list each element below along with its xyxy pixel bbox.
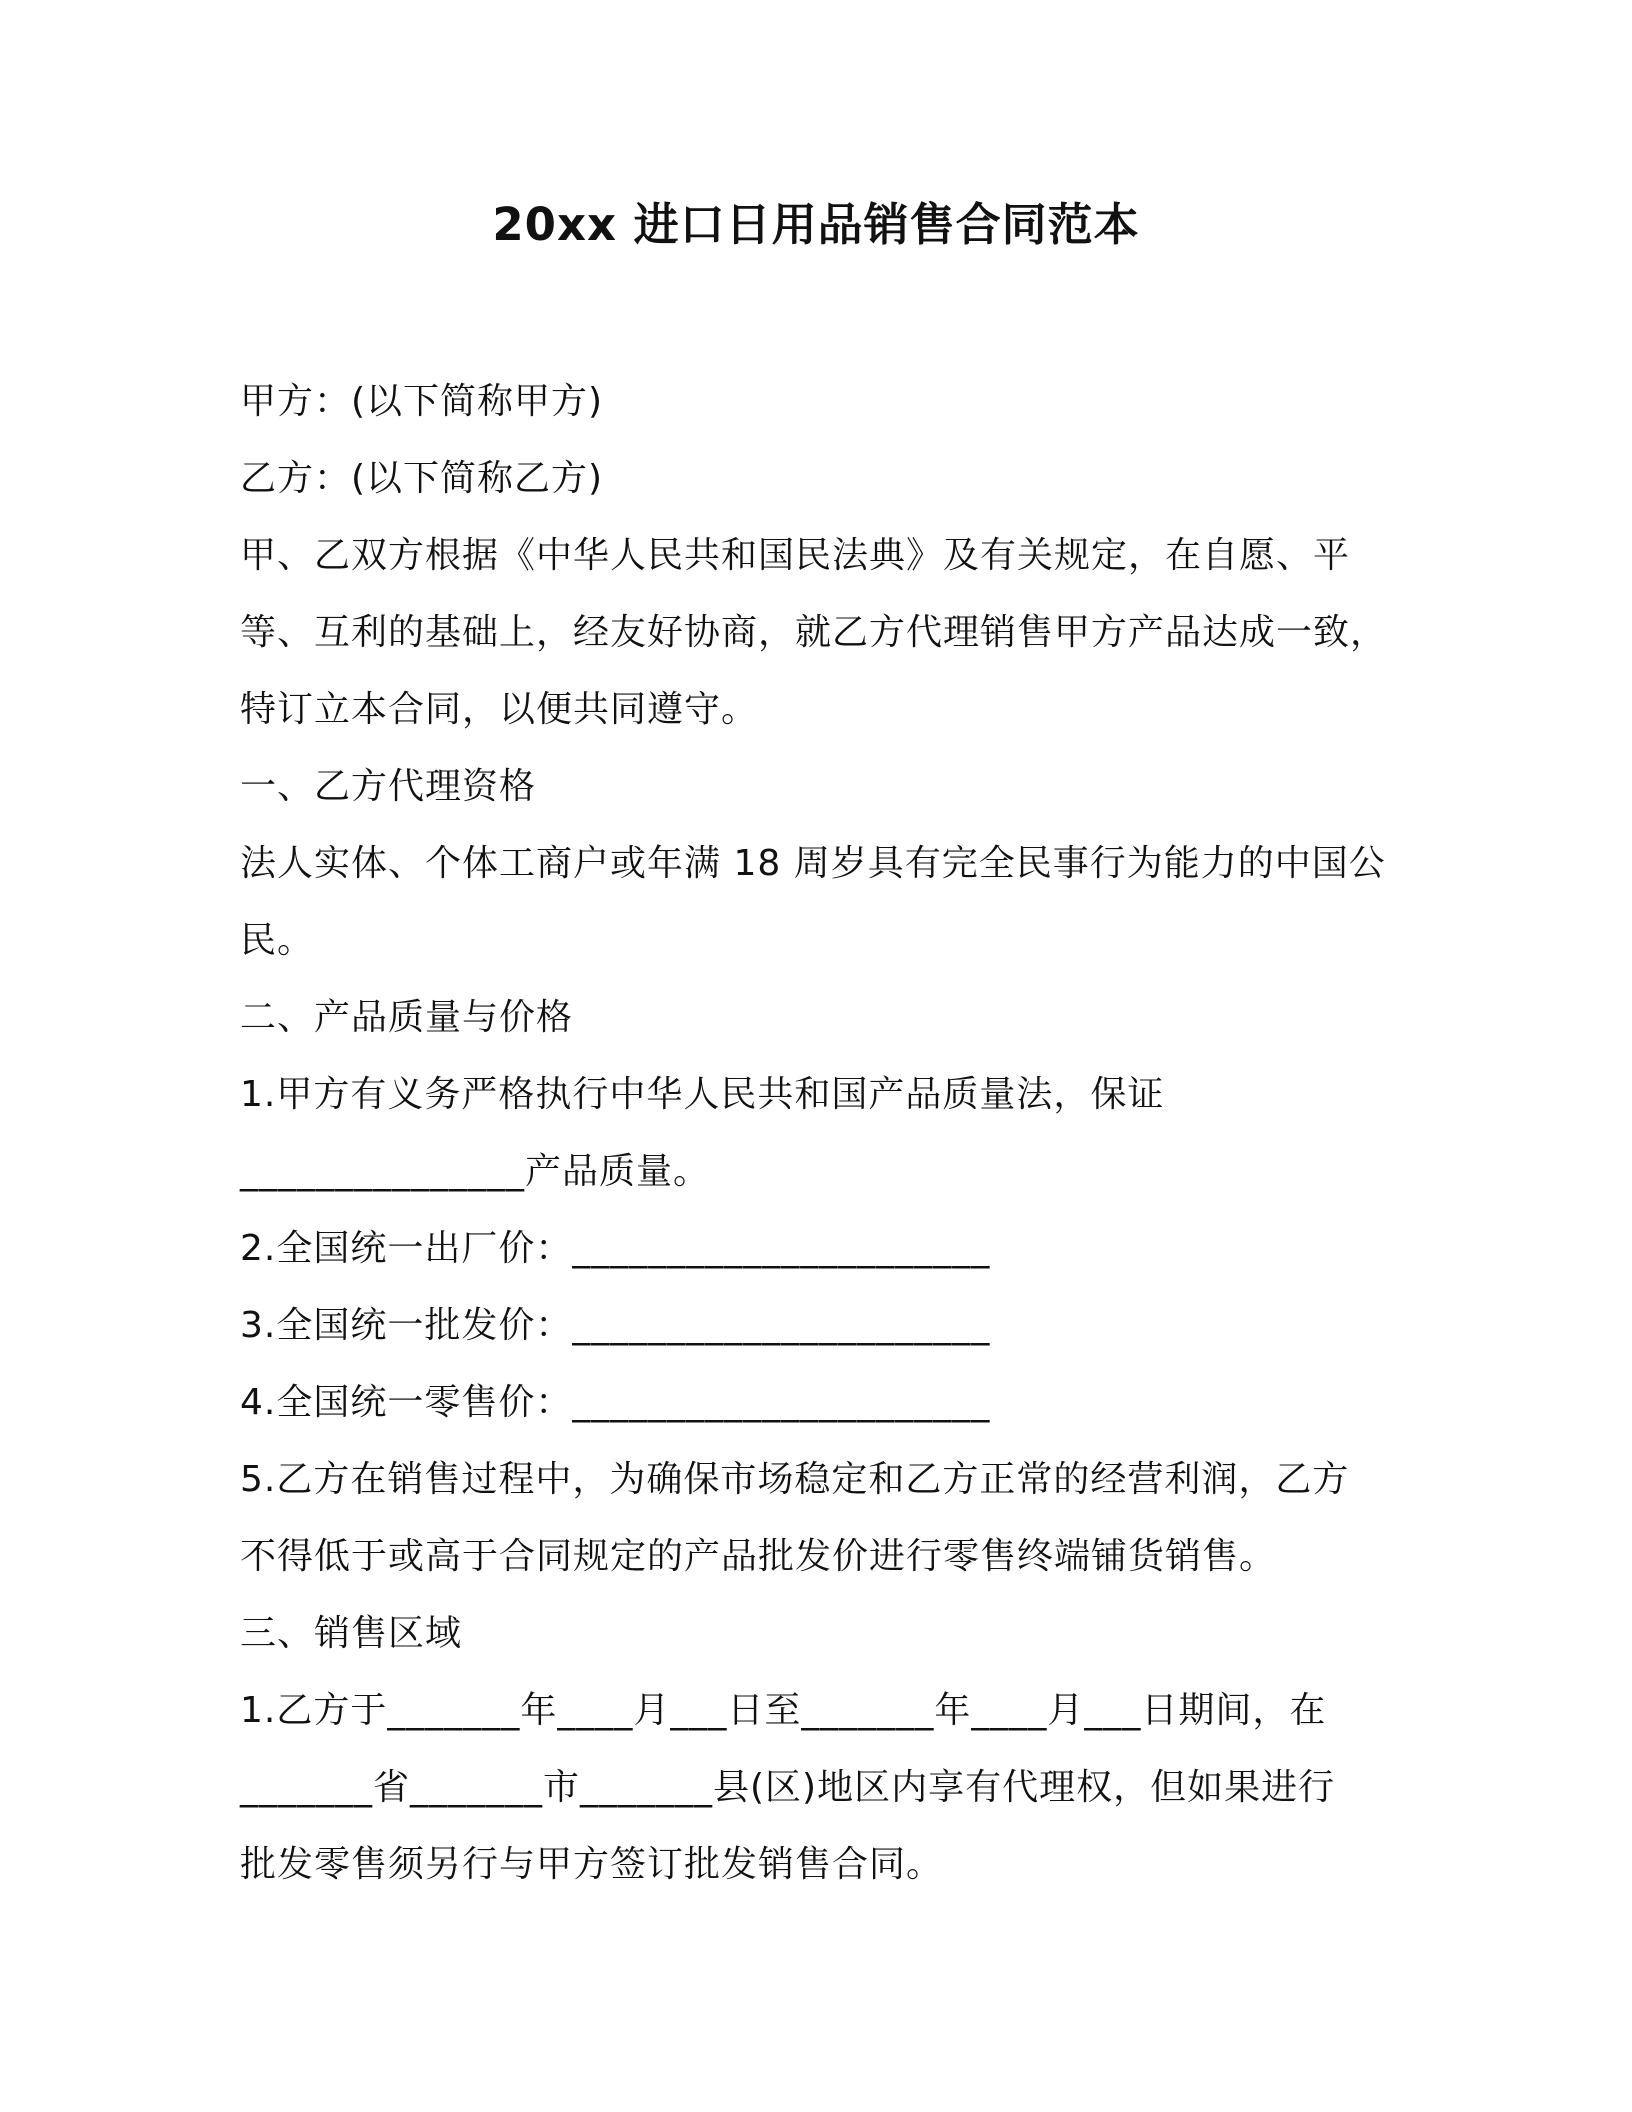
- section-1-text-line-1: 法人实体、个体工商户或年满 18 周岁具有完全民事行为能力的中国公: [240, 843, 1386, 884]
- clause-2-4-retail-price: 4.全国统一零售价：______________________: [240, 1382, 991, 1423]
- clause-2-1-line-1: 1.甲方有义务严格执行中华人民共和国产品质量法，保证: [240, 1074, 1165, 1115]
- section-1-heading: 一、乙方代理资格: [240, 766, 537, 807]
- party-a-line: 甲方：(以下简称甲方): [240, 381, 604, 422]
- preamble-line-3: 特订立本合同，以便共同遵守。: [240, 689, 759, 730]
- clause-2-2-factory-price: 2.全国统一出厂价：______________________: [240, 1228, 991, 1269]
- clause-2-1-line-2: _______________产品质量。: [240, 1151, 711, 1192]
- clause-3-1-line-1: 1.乙方于_______年____月___日至_______年____月___日期间，在: [240, 1690, 1327, 1731]
- clause-2-5-line-2: 不得低于或高于合同规定的产品批发价进行零售终端铺货销售。: [240, 1536, 1277, 1577]
- clause-2-3-wholesale-price: 3.全国统一批发价：______________________: [240, 1305, 991, 1346]
- section-1-text-line-2: 民。: [240, 920, 315, 961]
- party-b-line: 乙方：(以下简称乙方): [240, 458, 604, 499]
- section-3-heading: 三、销售区域: [240, 1613, 463, 1654]
- clause-2-5-line-1: 5.乙方在销售过程中，为确保市场稳定和乙方正常的经营利润，乙方: [240, 1459, 1350, 1500]
- document-title: 20xx 进口日用品销售合同范本: [492, 198, 1140, 251]
- section-2-heading: 二、产品质量与价格: [240, 997, 574, 1038]
- clause-3-1-line-2: _______省_______市_______县(区)地区内享有代理权，但如果进行: [240, 1767, 1336, 1808]
- document-body: [240, 363, 1400, 1903]
- preamble-line-1: 甲、乙双方根据《中华人民共和国民法典》及有关规定，在自愿、平: [240, 535, 1351, 576]
- preamble-line-2: 等、互利的基础上，经友好协商，就乙方代理销售甲方产品达成一致，: [240, 612, 1388, 653]
- clause-3-1-line-3: 批发零售须另行与甲方签订批发销售合同。: [240, 1844, 944, 1885]
